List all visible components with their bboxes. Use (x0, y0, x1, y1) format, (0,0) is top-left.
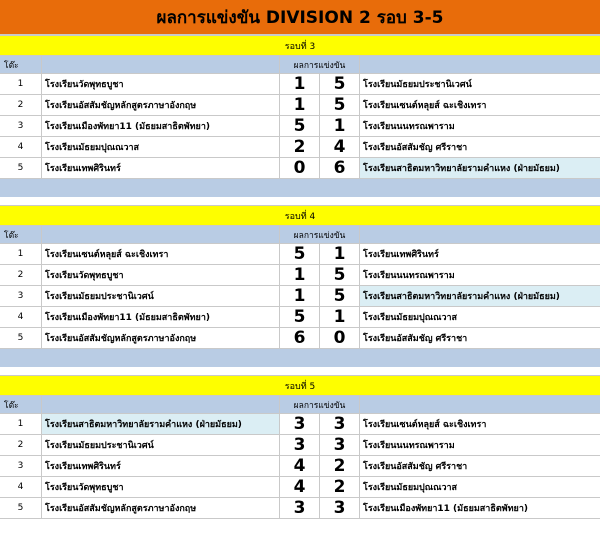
round-header: รอบที่ 5 (0, 375, 600, 396)
table-number: 1 (0, 414, 42, 434)
match-row (0, 435, 600, 456)
home-team-header (42, 396, 280, 413)
page-title: ผลการแข่งขัน DIVISION 2 รอบ 3-5 (0, 0, 600, 35)
table-number: 2 (0, 435, 42, 455)
home-score: 2 (280, 137, 320, 157)
home-team: โรงเรียนวัดพุทธบูชา (42, 265, 280, 285)
away-team-header (360, 396, 600, 413)
away-score: 5 (320, 74, 360, 94)
round-divider (0, 349, 600, 367)
table-number: 3 (0, 286, 42, 306)
away-team: โรงเรียนนนทรณพาราม (363, 271, 455, 281)
match-row (0, 74, 600, 95)
match-row (0, 95, 600, 116)
home-team: โรงเรียนเทพศิรินทร์ (42, 456, 280, 476)
table-number: 4 (0, 137, 42, 157)
away-score: 4 (320, 137, 360, 157)
away-team: โรงเรียนเซนต์หลุยส์ ฉะเชิงเทรา (363, 101, 487, 111)
match-row (0, 498, 600, 519)
away-score: 5 (320, 95, 360, 115)
away-score: 2 (320, 477, 360, 497)
away-team: โรงเรียนมัธยมปุณณวาส (363, 483, 458, 493)
away-score: 5 (320, 265, 360, 285)
away-team: โรงเรียนอัสสัมชัญ ศรีราชา (363, 462, 468, 472)
away-team-header (360, 226, 600, 243)
away-team: โรงเรียนนนทรณพาราม (363, 441, 455, 451)
away-team: โรงเรียนเทพศิรินทร์ (363, 250, 439, 260)
home-score: 1 (280, 265, 320, 285)
table-no-header: โต๊ะ (0, 226, 42, 243)
away-team: โรงเรียนมัธยมประชานิเวศน์ (363, 80, 472, 90)
home-team: โรงเรียนเซนต์หลุยส์ ฉะเชิงเทรา (42, 244, 280, 264)
match-row (0, 456, 600, 477)
away-score: 1 (320, 307, 360, 327)
home-team: โรงเรียนอัสสัมชัญหลักสูตรภาษาอังกฤษ (42, 498, 280, 518)
column-header-row (0, 396, 600, 414)
away-team: โรงเรียนสาธิตมหาวิทยาลัยรามคำแหง (ฝ่ายมัธยม) (360, 158, 600, 178)
table-number: 5 (0, 328, 42, 348)
away-score: 3 (320, 414, 360, 434)
table-no-header: โต๊ะ (0, 56, 42, 73)
table-no-header: โต๊ะ (0, 396, 42, 413)
match-row (0, 328, 600, 349)
home-score: 1 (280, 95, 320, 115)
round-header: รอบที่ 3 (0, 35, 600, 56)
home-score: 6 (280, 328, 320, 348)
result-header: ผลการแข่งขัน (280, 56, 360, 73)
match-row (0, 286, 600, 307)
home-score: 3 (280, 498, 320, 518)
round-section (0, 375, 600, 519)
table-number: 4 (0, 307, 42, 327)
column-header-row (0, 56, 600, 74)
away-team: โรงเรียนเซนต์หลุยส์ ฉะเชิงเทรา (363, 420, 487, 430)
away-score: 1 (320, 116, 360, 136)
home-team: โรงเรียนวัดพุทธบูชา (42, 477, 280, 497)
away-team-header (360, 56, 600, 73)
away-score: 0 (320, 328, 360, 348)
table-number: 4 (0, 477, 42, 497)
table-number: 2 (0, 265, 42, 285)
home-team: โรงเรียนอัสสัมชัญหลักสูตรภาษาอังกฤษ (42, 328, 280, 348)
column-header-row (0, 226, 600, 244)
round-section (0, 35, 600, 197)
away-team: โรงเรียนเมืองพัทยา11 (มัธยมสาธิตพัทยา) (363, 504, 528, 514)
home-score: 4 (280, 456, 320, 476)
table-number: 1 (0, 244, 42, 264)
away-score: 5 (320, 286, 360, 306)
away-score: 6 (320, 158, 360, 178)
away-score: 3 (320, 498, 360, 518)
result-header: ผลการแข่งขัน (280, 396, 360, 413)
away-team: โรงเรียนสาธิตมหาวิทยาลัยรามคำแหง (ฝ่ายมัธยม) (360, 286, 600, 306)
home-score: 1 (280, 286, 320, 306)
table-number: 3 (0, 116, 42, 136)
match-row (0, 137, 600, 158)
table-number: 3 (0, 456, 42, 476)
away-team: โรงเรียนอัสสัมชัญ ศรีราชา (363, 143, 468, 153)
match-row (0, 414, 600, 435)
table-number: 2 (0, 95, 42, 115)
table-number: 5 (0, 158, 42, 178)
away-score: 3 (320, 435, 360, 455)
home-score: 5 (280, 307, 320, 327)
home-score: 3 (280, 435, 320, 455)
home-team: โรงเรียนอัสสัมชัญหลักสูตรภาษาอังกฤษ (42, 95, 280, 115)
round-section (0, 205, 600, 367)
home-team: โรงเรียนเทพศิรินทร์ (42, 158, 280, 178)
home-team: โรงเรียนวัดพุทธบูชา (42, 74, 280, 94)
match-row (0, 307, 600, 328)
match-row (0, 116, 600, 137)
home-score: 3 (280, 414, 320, 434)
result-header: ผลการแข่งขัน (280, 226, 360, 243)
home-score: 5 (280, 116, 320, 136)
home-team: โรงเรียนเมืองพัทยา11 (มัธยมสาธิตพัทยา) (42, 116, 280, 136)
round-header: รอบที่ 4 (0, 205, 600, 226)
home-team: โรงเรียนเมืองพัทยา11 (มัธยมสาธิตพัทยา) (42, 307, 280, 327)
home-team-header (42, 56, 280, 73)
home-team: โรงเรียนมัธยมปุณณวาส (42, 137, 280, 157)
home-score: 5 (280, 244, 320, 264)
match-row (0, 158, 600, 179)
away-team: โรงเรียนนนทรณพาราม (363, 122, 455, 132)
home-team: โรงเรียนมัธยมประชานิเวศน์ (42, 286, 280, 306)
table-number: 1 (0, 74, 42, 94)
match-row (0, 477, 600, 498)
home-score: 4 (280, 477, 320, 497)
home-team: โรงเรียนมัธยมประชานิเวศน์ (42, 435, 280, 455)
away-team: โรงเรียนอัสสัมชัญ ศรีราชา (363, 334, 468, 344)
home-score: 0 (280, 158, 320, 178)
table-number: 5 (0, 498, 42, 518)
match-row (0, 265, 600, 286)
home-team-header (42, 226, 280, 243)
away-team: โรงเรียนมัธยมปุณณวาส (363, 313, 458, 323)
home-score: 1 (280, 74, 320, 94)
away-score: 1 (320, 244, 360, 264)
home-team: โรงเรียนสาธิตมหาวิทยาลัยรามคำแหง (ฝ่ายมัธยม) (42, 414, 280, 434)
match-row (0, 244, 600, 265)
round-divider (0, 179, 600, 197)
away-score: 2 (320, 456, 360, 476)
